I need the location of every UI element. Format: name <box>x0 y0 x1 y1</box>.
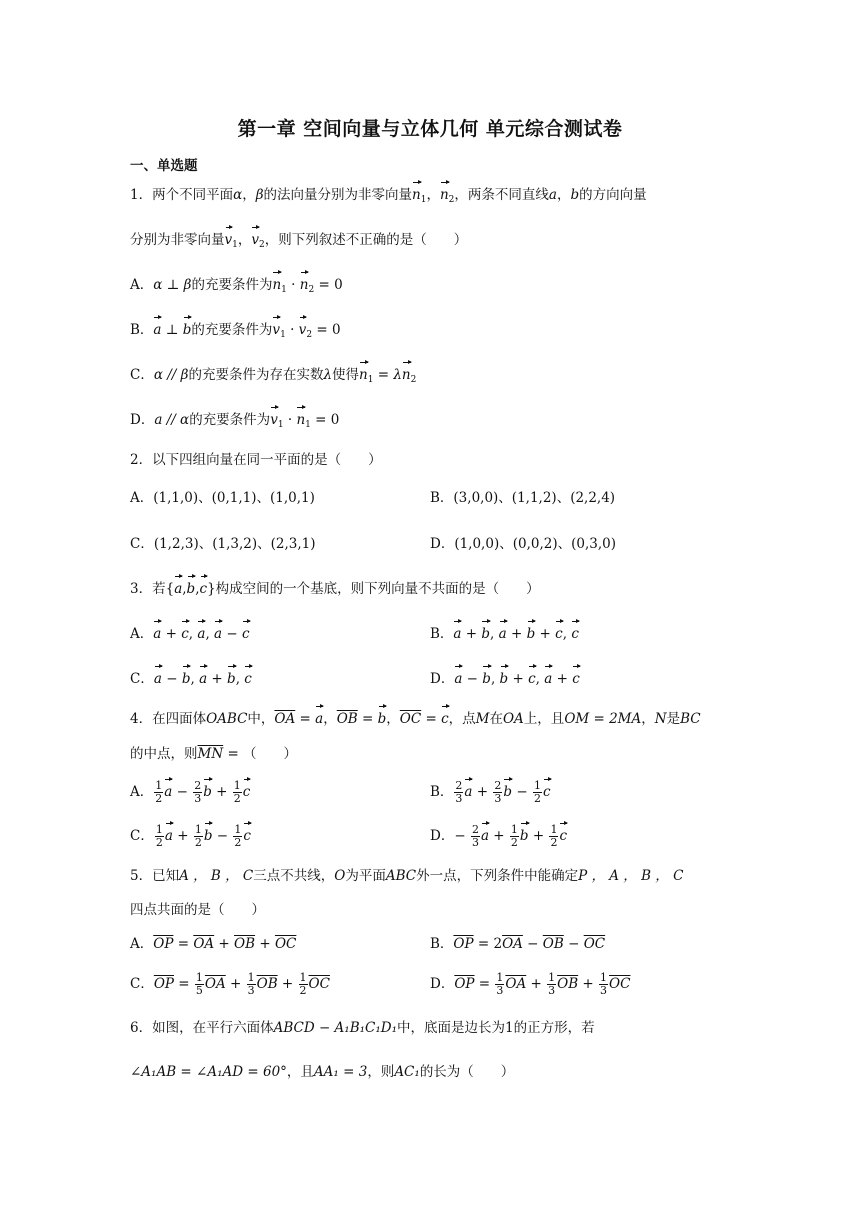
q4-stem-line2: 的中点，则$\overline{MN}$ = （ ） <box>130 746 298 762</box>
q1-stem-line1: 1．两个不同平面α，β的法向量分别为非零向量$n_1$，$n_2$，两条不同直线a，b的方向向量 <box>130 187 647 205</box>
q4-option-c: C． $\frac{1}{2}$ a + $\frac{1}{2}$ b − $\frac{1}{2}$ c <box>130 823 251 849</box>
q1-option-a: A．α ⊥ β的充要条件为$n_1 \cdot n_2 = 0$ <box>130 277 343 295</box>
q5-stem-line1: 5．已知A ， B ， C三点不共线，O为平面ABC外一点，下列条件中能确定P ， A ， B ， C <box>130 868 684 884</box>
q5-option-d: D．$\overline{OP}$ = $\frac{1}{3}$ $\overline{OA}$ + $\frac{1}{3}$ $\overline{OB}$ + $\frac{1}{3}$ $\overline{OC}$ <box>430 971 631 997</box>
q5-stem-line2: 四点共面的是（ ） <box>130 902 265 918</box>
page-title: 第一章 空间向量与立体几何 单元综合测试卷 <box>237 118 623 140</box>
q3-option-a: A．a + c, a, a − c <box>130 626 250 642</box>
q3-option-b: B．a + b, a + b + c, c <box>430 626 579 642</box>
q2-stem: 2．以下四组向量在同一平面的是（ ） <box>130 452 382 468</box>
q4-option-a: A． $\frac{1}{2}$ a − $\frac{2}{3}$ b + $\frac{1}{2}$ c <box>130 779 251 805</box>
q1-option-d: D．a // α的充要条件为$v_1 \cdot n_1 = 0$ <box>130 412 340 430</box>
q1-option-b: B．a ⊥ b的充要条件为$v_1 \cdot v_2 = 0$ <box>130 322 341 340</box>
q5-option-a: A．$\overline{OP} = \overline{OA} + \overline{OB} + \overline{OC}$ <box>130 936 297 952</box>
q2-option-b: B．(3,0,0)、(1,1,2)、(2,2,4) <box>430 490 616 506</box>
q5-option-c: C．$\overline{OP}$ = $\frac{1}{5}$ $\overline{OA}$ + $\frac{1}{3}$ $\overline{OB}$ + $\frac{1}{2}$ $\overline{OC}$ <box>130 971 330 997</box>
q3-stem: 3．若{a,b,c}构成空间的一个基底，则下列向量不共面的是（ ） <box>130 581 540 597</box>
q4-option-b: B． $\frac{2}{3}$ a + $\frac{2}{3}$ b − $\frac{1}{2}$ c <box>430 779 551 805</box>
q3-option-c: C．a − b, a + b, c <box>130 671 252 687</box>
q4-stem-line1: 4．在四面体OABC中，$\overline{OA} = a$，$\overline{OB} = b$，$\overline{OC} = c$，点M在OA上，且OM = 2MA，N是BC <box>130 711 701 727</box>
q2-option-a: A．(1,1,0)、(0,1,1)、(1,0,1) <box>130 490 315 506</box>
q3-option-d: D．a − b, b + c, a + c <box>430 671 580 687</box>
q4-option-d: D．− $\frac{2}{3}$ a + $\frac{1}{2}$ b + $\frac{1}{2}$ c <box>430 823 568 849</box>
section-heading: 一、单选题 <box>130 158 198 174</box>
q6-stem-line1: 6．如图，在平行六面体ABCD − A₁B₁C₁D₁中，底面是边长为1的正方形，若 <box>130 1020 595 1036</box>
q1-option-c: C．α // β的充要条件为存在实数λ使得$n_1 = \lambda n_2$ <box>130 367 417 385</box>
q2-option-d: D．(1,0,0)、(0,0,2)、(0,3,0) <box>430 536 616 552</box>
q6-stem-line2: ∠A₁AB = ∠A₁AD = 60°，且AA₁ = 3，则AC₁的长为（ ） <box>130 1064 515 1080</box>
q5-option-b: B．$\overline{OP} = 2\overline{OA} - \overline{OB} - \overline{OC}$ <box>430 936 606 952</box>
q1-stem-line2: 分别为非零向量$v_1$，$v_2$，则下列叙述不正确的是（ ） <box>130 232 468 250</box>
q2-option-c: C．(1,2,3)、(1,3,2)、(2,3,1) <box>130 536 316 552</box>
